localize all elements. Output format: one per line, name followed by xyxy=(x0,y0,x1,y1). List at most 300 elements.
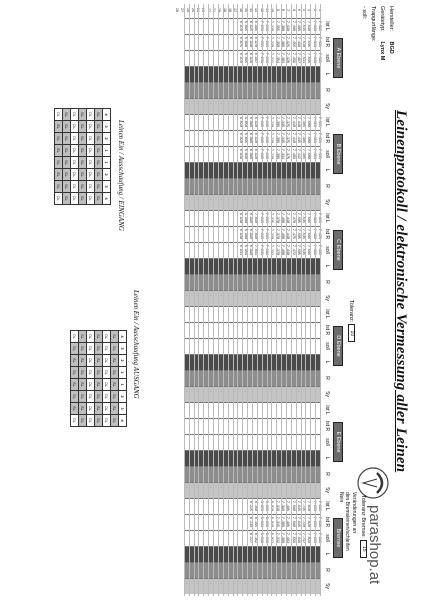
lt-header-cell: 1 xyxy=(103,157,111,169)
lt-cell: DL xyxy=(103,415,111,427)
grid-value: 6.890 xyxy=(242,36,247,48)
lt-cell: SL xyxy=(79,193,87,205)
subcolumn-header: Ist L xyxy=(324,213,330,223)
subcolumn-header: soll xyxy=(324,54,330,62)
grid-value: 7.590 xyxy=(311,228,316,240)
grid-value: 7.590 xyxy=(311,212,316,224)
grid-value: 6.970 xyxy=(253,36,258,48)
grid-value: 7.500 xyxy=(306,116,311,128)
grid-value: 7.820 xyxy=(306,532,311,544)
grid-value: 8.010 xyxy=(269,516,274,528)
grid-value: 7.330 xyxy=(269,228,274,240)
grid-value: 7.559 xyxy=(290,532,295,544)
grid-row-line xyxy=(228,4,229,596)
lt-cell: SL xyxy=(111,415,119,427)
lt-cell: SL xyxy=(55,133,63,145)
lt-cell: SL xyxy=(111,391,119,403)
lt-header-cell: 1 xyxy=(119,367,127,379)
document-title: Leinenprotokoll / elektronische Vermessung aller Leinen xyxy=(393,110,409,473)
lt-cell: SL xyxy=(79,121,87,133)
grid-value: 7.200 xyxy=(258,116,263,128)
lt-cell: DL xyxy=(71,169,79,181)
grid-value: 7.312 xyxy=(274,532,279,544)
ausgang-table xyxy=(70,330,127,427)
lt-header-cell: 4 xyxy=(119,331,127,343)
grid-value: 7.031 xyxy=(253,244,258,256)
grid-row-line xyxy=(242,4,243,596)
lt-cell: SL xyxy=(79,109,87,121)
level-header: C Ebene xyxy=(333,230,343,270)
subcolumn-header: L xyxy=(324,168,330,172)
grid-value: 7.622 xyxy=(317,244,321,256)
grid-value: 7.265 xyxy=(258,228,263,240)
row-number: 26 xyxy=(184,7,189,13)
grid-row-line xyxy=(267,4,268,596)
lt-cell: SL xyxy=(79,367,87,379)
grid-row-line xyxy=(252,4,253,596)
lt-cell: SL xyxy=(111,343,119,355)
grid-value: 7.820 xyxy=(306,500,311,512)
grid-value: 7.380 xyxy=(279,20,284,32)
lt-cell: DL xyxy=(87,169,95,181)
grid-value: 7.270 xyxy=(269,148,274,160)
subcolumn-header: L xyxy=(324,360,330,364)
row-number: 8 xyxy=(279,8,284,12)
grid-value: 7.965 xyxy=(317,500,321,512)
subcolumn-header: Sy xyxy=(324,295,330,301)
row-number: 12 xyxy=(258,7,263,13)
subcolumn-header: Ist R xyxy=(324,36,330,48)
lt-header-cell: 4 xyxy=(103,193,111,205)
grid-value: 7.885 xyxy=(311,500,316,512)
subcolumn-header: R xyxy=(324,376,330,380)
grid-value: 7.965 xyxy=(317,516,321,528)
lt-cell: SL xyxy=(71,379,79,391)
subcolumn-header: R xyxy=(324,280,330,284)
grid-value: 7.555 xyxy=(317,116,321,128)
subcolumn-header: soll xyxy=(324,342,330,350)
grid-value: 7.595 xyxy=(317,20,321,32)
grid-value: 8.152 xyxy=(253,532,258,544)
grid-value: 7.370 xyxy=(274,228,279,240)
subcolumn-header: Sy xyxy=(324,487,330,493)
grid-value: 6.930 xyxy=(237,228,242,240)
lt-cell: DL xyxy=(71,193,79,205)
grid-value: 7.265 xyxy=(258,244,263,256)
lt-cell: SL xyxy=(63,121,71,133)
grid-value: 7.555 xyxy=(317,148,321,160)
lt-cell: SL xyxy=(79,415,87,427)
grid-value: 7.305 xyxy=(274,132,279,144)
grid-row-line xyxy=(320,4,321,596)
grid-row-line xyxy=(213,4,214,596)
grid-value: 7.465 xyxy=(301,132,306,144)
grid-value: 7.390 xyxy=(279,500,284,512)
subcolumn-header: Ist L xyxy=(324,21,330,31)
lt-cell: DL xyxy=(55,193,63,205)
lt-cell: SL xyxy=(95,169,103,181)
lt-cell: SL xyxy=(95,355,103,367)
subcolumn-header: R xyxy=(324,184,330,188)
lt-cell: DL xyxy=(71,145,79,157)
eingang-title: Leinen Ein / Ausschaufung / EINGANG xyxy=(117,120,125,231)
grid-value: 8.230 xyxy=(248,516,253,528)
subcolumn-header: Ist L xyxy=(324,405,330,415)
grid-row-line xyxy=(208,4,209,596)
lt-cell: SL xyxy=(111,367,119,379)
level-header: A Ebene xyxy=(333,38,343,78)
grid-values xyxy=(236,34,321,50)
lt-cell: DL xyxy=(87,391,95,403)
grid-value: 6.930 xyxy=(237,212,242,224)
grid-value: 6.990 xyxy=(248,228,253,240)
lt-header-cell: 4 xyxy=(103,109,111,121)
lt-cell: DL xyxy=(87,331,95,343)
toleranz-value: 10 xyxy=(348,324,355,342)
lt-header-cell: 3 xyxy=(103,181,111,193)
subcolumn-header: Ist R xyxy=(324,420,330,432)
grid-value: 7.440 xyxy=(285,228,290,240)
row-number: 3 xyxy=(306,8,311,12)
grid-row-line xyxy=(203,4,204,596)
grid-value: 7.560 xyxy=(290,516,295,528)
grid-value: 7.370 xyxy=(274,244,279,256)
lt-cell: SL xyxy=(95,193,103,205)
lt-cell: SL xyxy=(95,343,103,355)
grid-value: 7.620 xyxy=(317,212,321,224)
row-number: 24 xyxy=(195,7,200,13)
grid-value: 7.885 xyxy=(311,532,316,544)
lt-cell: SL xyxy=(95,331,103,343)
grid-value: 7.270 xyxy=(269,116,274,128)
lt-header-cell: 2 xyxy=(103,133,111,145)
grid-value: 7.646 xyxy=(295,532,300,544)
grid-value: 7.505 xyxy=(295,228,300,240)
level-header: D Ebene xyxy=(333,326,343,366)
lt-cell: DL xyxy=(87,181,95,193)
grid-value: 7.590 xyxy=(311,244,316,256)
lt-cell: DL xyxy=(103,343,111,355)
eingang-table xyxy=(54,108,111,205)
grid-value: 7.320 xyxy=(269,36,274,48)
lt-cell: SL xyxy=(55,169,63,181)
lt-cell: SL xyxy=(111,331,119,343)
grid-value: 7.565 xyxy=(311,36,316,48)
grid-value: 6.819 xyxy=(237,148,242,160)
grid-row-line xyxy=(310,4,311,596)
lt-cell: SL xyxy=(79,181,87,193)
grid-value: 7.455 xyxy=(290,36,295,48)
grid-row-line xyxy=(257,4,258,596)
grid-value: 7.525 xyxy=(311,132,316,144)
grid-value: 7.250 xyxy=(258,20,263,32)
grid-value: 8.010 xyxy=(269,500,274,512)
subcolumn-header: R xyxy=(324,472,330,476)
subcolumn-header: L xyxy=(324,456,330,460)
grid-value: 7.645 xyxy=(295,516,300,528)
grid-value: 8.012 xyxy=(269,532,274,544)
grid-value: 6.820 xyxy=(237,132,242,144)
grid-value: 8.053 xyxy=(264,532,269,544)
lt-cell: SL xyxy=(95,145,103,157)
grid-value: 8.155 xyxy=(253,516,258,528)
lt-cell: SL xyxy=(55,157,63,169)
lt-cell: DL xyxy=(87,379,95,391)
row-number: 1 xyxy=(317,8,321,12)
lt-cell: SL xyxy=(95,109,103,121)
grid-value: 7.511 xyxy=(301,52,306,64)
grid-value: 7.625 xyxy=(317,228,321,240)
lt-header-cell: 3 xyxy=(119,403,127,415)
lt-cell: DL xyxy=(71,121,79,133)
row-number: 28 xyxy=(173,7,178,13)
grid-value: 7.565 xyxy=(306,228,311,240)
subcolumn-header: Ist R xyxy=(324,228,330,240)
lt-cell: SL xyxy=(79,331,87,343)
grid-row-line xyxy=(194,4,195,596)
lt-header-cell: 2 xyxy=(103,169,111,181)
grid-value: 6.880 xyxy=(248,132,253,144)
grid-value: 7.717 xyxy=(301,532,306,544)
lt-cell: DL xyxy=(71,331,79,343)
grid-row-line xyxy=(296,4,297,596)
grid-value: 7.333 xyxy=(269,244,274,256)
grid-value: 6.960 xyxy=(242,212,247,224)
grid-value: 6.870 xyxy=(237,20,242,32)
grid-row-line xyxy=(199,4,200,596)
lt-cell: SL xyxy=(63,109,71,121)
grid-value: 8.070 xyxy=(258,500,263,512)
lt-cell: SL xyxy=(63,193,71,205)
grid-value: 7.400 xyxy=(279,212,284,224)
grid-value: 7.440 xyxy=(285,212,290,224)
grid-value: 6.959 xyxy=(242,244,247,256)
grid-row-line xyxy=(315,4,316,596)
grid-value: 7.820 xyxy=(306,516,311,528)
grid-value: 7.321 xyxy=(269,52,274,64)
grid-value: 7.465 xyxy=(285,516,290,528)
grid-row-line xyxy=(218,4,219,596)
lt-cell: SL xyxy=(79,403,87,415)
lt-cell: SL xyxy=(79,145,87,157)
lt-cell: DL xyxy=(87,367,95,379)
lt-cell: SL xyxy=(111,379,119,391)
grid-row-line xyxy=(271,4,272,596)
row-number: 10 xyxy=(269,7,274,13)
grid-value: 8.050 xyxy=(264,516,269,528)
subcolumn-header: Ist R xyxy=(324,324,330,336)
grid-value: 7.375 xyxy=(285,132,290,144)
lt-cell: SL xyxy=(79,379,87,391)
grid-value: 7.555 xyxy=(317,132,321,144)
grid-value: 7.305 xyxy=(274,148,279,160)
grid-value: 7.030 xyxy=(253,212,258,224)
lt-cell: DL xyxy=(103,331,111,343)
row-number: 7 xyxy=(285,8,290,12)
meta-device-type: Gerätetyp: Lynx M xyxy=(379,6,385,61)
lt-cell: SL xyxy=(95,379,103,391)
grid-value: 7.400 xyxy=(279,228,284,240)
level-header: E Ebene xyxy=(333,422,343,462)
grid-value: 6.920 xyxy=(253,148,258,160)
lt-cell: DL xyxy=(71,109,79,121)
lt-cell: SL xyxy=(63,145,71,157)
grid-values xyxy=(236,146,321,162)
grid-value: 7.510 xyxy=(301,36,306,48)
lt-cell: DL xyxy=(87,343,95,355)
lt-cell: SL xyxy=(95,415,103,427)
grid-row-line xyxy=(276,4,277,596)
subcolumn-header: Sy xyxy=(324,583,330,589)
grid-value: 6.990 xyxy=(248,244,253,256)
lt-cell: SL xyxy=(71,367,79,379)
subcolumn-header: L xyxy=(324,72,330,76)
grid-value: 8.225 xyxy=(248,500,253,512)
lt-cell: SL xyxy=(63,133,71,145)
grid-value: 7.315 xyxy=(274,516,279,528)
subcolumn-header: Sy xyxy=(324,103,330,109)
grid-value: 7.296 xyxy=(264,244,269,256)
row-number: 23 xyxy=(200,7,205,13)
grid-value: 7.335 xyxy=(269,212,274,224)
lt-header-cell: 2 xyxy=(119,391,127,403)
level-header: Bremse xyxy=(333,518,343,558)
grid-value: 6.930 xyxy=(248,36,253,48)
lt-cell: DL xyxy=(87,157,95,169)
row-number: 16 xyxy=(237,7,242,13)
lt-cell: SL xyxy=(95,157,103,169)
grid-value: 7.720 xyxy=(301,516,306,528)
subcolumn-header: Sy xyxy=(324,391,330,397)
grid-value: 8.227 xyxy=(248,532,253,544)
brake-notes: Veränderungen an den Bremsleinen/schleifen Nein xyxy=(338,492,357,551)
meta-block xyxy=(359,6,395,60)
grid-value: 7.545 xyxy=(306,52,311,64)
grid-values xyxy=(236,242,321,258)
level-header: B Ebene xyxy=(333,134,343,174)
grid-value: 7.565 xyxy=(306,244,311,256)
grid-value: 7.545 xyxy=(306,36,311,48)
grid-value: 7.230 xyxy=(264,116,269,128)
grid-value: 6.931 xyxy=(237,244,242,256)
lt-cell: DL xyxy=(103,391,111,403)
grid-value: 7.255 xyxy=(258,36,263,48)
grid-value: 7.535 xyxy=(301,228,306,240)
row-number: 13 xyxy=(253,7,258,13)
grid-value: 7.523 xyxy=(311,148,316,160)
toleranz-field: Toleranz:10 xyxy=(348,300,355,342)
grid-value: 8.065 xyxy=(258,516,263,528)
grid-value: 7.370 xyxy=(274,212,279,224)
grid-value: 8.068 xyxy=(258,532,263,544)
grid-row-line xyxy=(184,4,185,596)
grid-value: 7.472 xyxy=(290,244,295,256)
grid-value: 6.820 xyxy=(237,116,242,128)
grid-value: 8.150 xyxy=(253,500,258,512)
lt-cell: DL xyxy=(71,181,79,193)
lt-cell: SL xyxy=(79,157,87,169)
lt-cell: DL xyxy=(87,133,95,145)
grid-value: 7.320 xyxy=(269,20,274,32)
toleranz-bremse-field: Toleranz Bremse:15 xyxy=(360,495,367,558)
grid-value: 6.990 xyxy=(248,212,253,224)
lt-cell: SL xyxy=(95,391,103,403)
grid-value: 7.200 xyxy=(258,148,263,160)
grid-value: 6.845 xyxy=(242,132,247,144)
meta-soll: - soll: xyxy=(361,6,367,20)
grid-values xyxy=(236,130,321,146)
row-number: 14 xyxy=(248,7,253,13)
row-number: 19 xyxy=(221,7,226,13)
lt-header-cell: 1 xyxy=(103,145,111,157)
grid-values xyxy=(236,114,321,130)
grid-value: 7.560 xyxy=(311,52,316,64)
grid-value: 7.383 xyxy=(279,52,284,64)
grid-row-line xyxy=(189,4,190,596)
grid-row-line xyxy=(281,4,282,596)
grid-value: 7.966 xyxy=(317,532,321,544)
grid-value: 7.270 xyxy=(269,132,274,144)
lt-cell: SL xyxy=(95,403,103,415)
lt-cell: SL xyxy=(79,343,87,355)
subcolumn-header: Ist L xyxy=(324,501,330,511)
grid-value: 7.885 xyxy=(311,516,316,528)
lt-cell: SL xyxy=(111,355,119,367)
grid-value: 6.926 xyxy=(248,52,253,64)
grid-value: 7.295 xyxy=(264,228,269,240)
grid-value: 6.895 xyxy=(242,20,247,32)
grid-value: 7.715 xyxy=(301,500,306,512)
lt-cell: SL xyxy=(95,181,103,193)
grid-value: 6.925 xyxy=(248,20,253,32)
lt-cell: DL xyxy=(87,121,95,133)
grid-value: 7.400 xyxy=(279,244,284,256)
grid-value: 6.967 xyxy=(253,52,258,64)
grid-value: 7.440 xyxy=(295,116,300,128)
lt-cell: SL xyxy=(95,367,103,379)
grid-value: 7.440 xyxy=(285,244,290,256)
lt-cell: SL xyxy=(55,121,63,133)
row-number: 21 xyxy=(211,7,216,13)
subcolumn-header: R xyxy=(324,88,330,92)
lt-cell: SL xyxy=(55,145,63,157)
lt-header-cell: 3 xyxy=(119,343,127,355)
grid-value: 6.880 xyxy=(248,116,253,128)
grid-value: 7.305 xyxy=(274,116,279,128)
row-number: 9 xyxy=(274,8,279,12)
grid-value: 7.410 xyxy=(290,116,295,128)
grid-value: 7.410 xyxy=(290,132,295,144)
grid-values xyxy=(236,18,321,34)
grid-value: 6.920 xyxy=(253,132,258,144)
subcolumn-header: soll xyxy=(324,534,330,542)
grid-value: 6.875 xyxy=(237,36,242,48)
subcolumn-header: soll xyxy=(324,438,330,446)
grid-value: 6.870 xyxy=(237,52,242,64)
grid-row-line xyxy=(247,4,248,596)
grid-value: 7.593 xyxy=(317,52,321,64)
brand-name: parashop.at xyxy=(366,505,383,585)
subcolumn-header: Ist L xyxy=(324,117,330,127)
lt-header-cell: 3 xyxy=(103,121,111,133)
lt-cell: DL xyxy=(87,415,95,427)
lt-cell: DL xyxy=(87,109,95,121)
row-number: 22 xyxy=(205,7,210,13)
lt-cell: DL xyxy=(103,355,111,367)
grid-row-line xyxy=(262,4,263,596)
measurement-grid xyxy=(173,4,343,596)
grid-value: 7.230 xyxy=(264,148,269,160)
